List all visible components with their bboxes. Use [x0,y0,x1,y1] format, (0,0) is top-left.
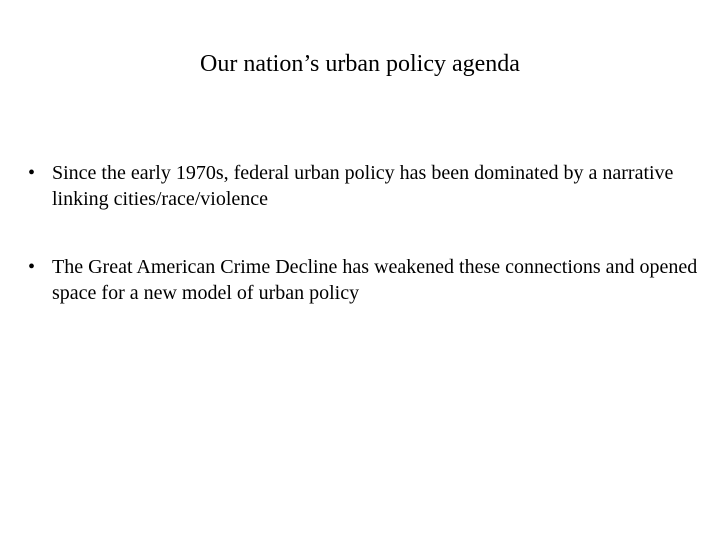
bullet-icon: • [28,256,36,278]
bullet-item [24,160,700,212]
bullet-icon: • [28,162,36,184]
bullet-item [24,254,700,306]
bullet-text: Since the early 1970s, federal urban policy has been dominated by a narrative linking cities/race/violence [52,162,674,210]
slide-title: Our nation’s urban policy agenda [200,51,520,77]
bullet-list [24,160,700,348]
bullet-text: The Great American Crime Decline has weakened these connections and opened space for a new model of urban policy [52,256,698,304]
